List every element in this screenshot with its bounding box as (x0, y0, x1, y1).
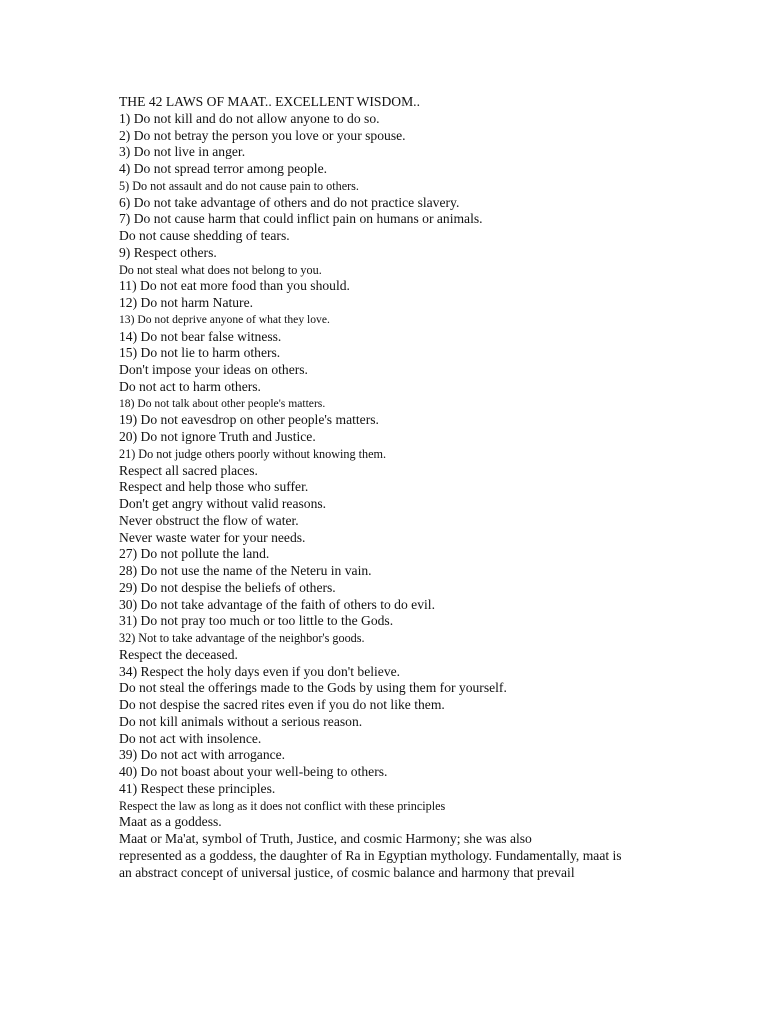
law-line-10: Do not steal what does not belong to you. (119, 262, 322, 277)
law-line-20: 20) Do not ignore Truth and Justice. (119, 429, 316, 444)
law-line-9: 9) Respect others. (119, 244, 217, 260)
law-line-5: 5) Do not assault and do not cause pain to others. (119, 178, 359, 193)
document-body (119, 94, 759, 881)
law-line-19: 19) Do not eavesdrop on other people's matters. (119, 412, 379, 428)
law-line-6: 6) Do not take advantage of others and do not practice slavery. (119, 194, 460, 210)
law-line-36: Do not despise the sacred rites even if you do not like them. (119, 697, 445, 712)
maat-paragraph-line-1: Maat or Ma'at, symbol of Truth, Justice, and cosmic Harmony; she was also (119, 831, 532, 846)
law-line-18: 18) Do not talk about other people's matters. (119, 396, 326, 410)
law-line-35: Do not steal the offerings made to the Gods by using them for yourself. (119, 680, 507, 696)
law-line-4: 4) Do not spread terror among people. (119, 161, 327, 176)
maat-paragraph-line-3: an abstract concept of universal justice, of cosmic balance and harmony that prevail (119, 864, 575, 880)
law-line-29: 29) Do not despise the beliefs of others. (119, 579, 336, 595)
law-line-31: 31) Do not pray too much or too little to the Gods. (119, 613, 394, 629)
law-line-33: Respect the deceased. (119, 646, 238, 662)
law-line-24: Don't get angry without valid reasons. (119, 496, 327, 511)
maat-paragraph-line-2: represented as a goddess, the daughter of Ra in Egyptian mythology. Fundamentally, maat is (119, 847, 622, 863)
law-line-37: Do not kill animals without a serious reason. (119, 713, 363, 729)
maat-heading: Maat as a goddess. (119, 814, 222, 830)
law-line-17: Do not act to harm others. (119, 378, 261, 394)
law-line-27: 27) Do not pollute the land. (119, 546, 270, 562)
law-line-23: Respect and help those who suffer. (119, 479, 309, 495)
law-line-1: 1) Do not kill and do not allow anyone to do so. (119, 110, 380, 126)
law-line-16: Don't impose your ideas on others. (119, 362, 308, 377)
law-line-7: 7) Do not cause harm that could inflict pain on humans or animals. (119, 211, 483, 227)
law-line-41: 41) Respect these principles. (119, 780, 276, 796)
law-line-26: Never waste water for your needs. (119, 529, 306, 545)
law-line-40: 40) Do not boast about your well-being to others. (119, 764, 388, 779)
law-line-15: 15) Do not lie to harm others. (119, 345, 281, 361)
law-line-32: 32) Not to take advantage of the neighbor's goods. (119, 631, 365, 645)
law-line-28: 28) Do not use the name of the Neteru in vain. (119, 563, 372, 578)
law-line-21: 21) Do not judge others poorly without knowing them. (119, 446, 387, 461)
law-line-11: 11) Do not eat more food than you should. (119, 278, 350, 294)
law-line-22: Respect all sacred places. (119, 462, 258, 478)
law-line-12: 12) Do not harm Nature. (119, 295, 254, 310)
law-line-34: 34) Respect the holy days even if you don't believe. (119, 663, 401, 679)
law-line-30: 30) Do not take advantage of the faith of others to do evil. (119, 596, 435, 612)
document-title: THE 42 LAWS OF MAAT.. EXCELLENT WISDOM.. (119, 94, 420, 109)
law-line-3: 3) Do not live in anger. (119, 144, 246, 160)
law-line-8: Do not cause shedding of tears. (119, 228, 290, 243)
law-line-39: 39) Do not act with arrogance. (119, 747, 286, 763)
law-line-38: Do not act with insolence. (119, 730, 262, 746)
law-line-14: 14) Do not bear false witness. (119, 328, 282, 344)
law-line-13: 13) Do not deprive anyone of what they love. (119, 312, 330, 326)
law-line-2: 2) Do not betray the person you love or your spouse. (119, 127, 406, 143)
law-line-42: Respect the law as long as it does not conflict with these principles (119, 798, 446, 813)
law-line-25: Never obstruct the flow of water. (119, 512, 299, 528)
